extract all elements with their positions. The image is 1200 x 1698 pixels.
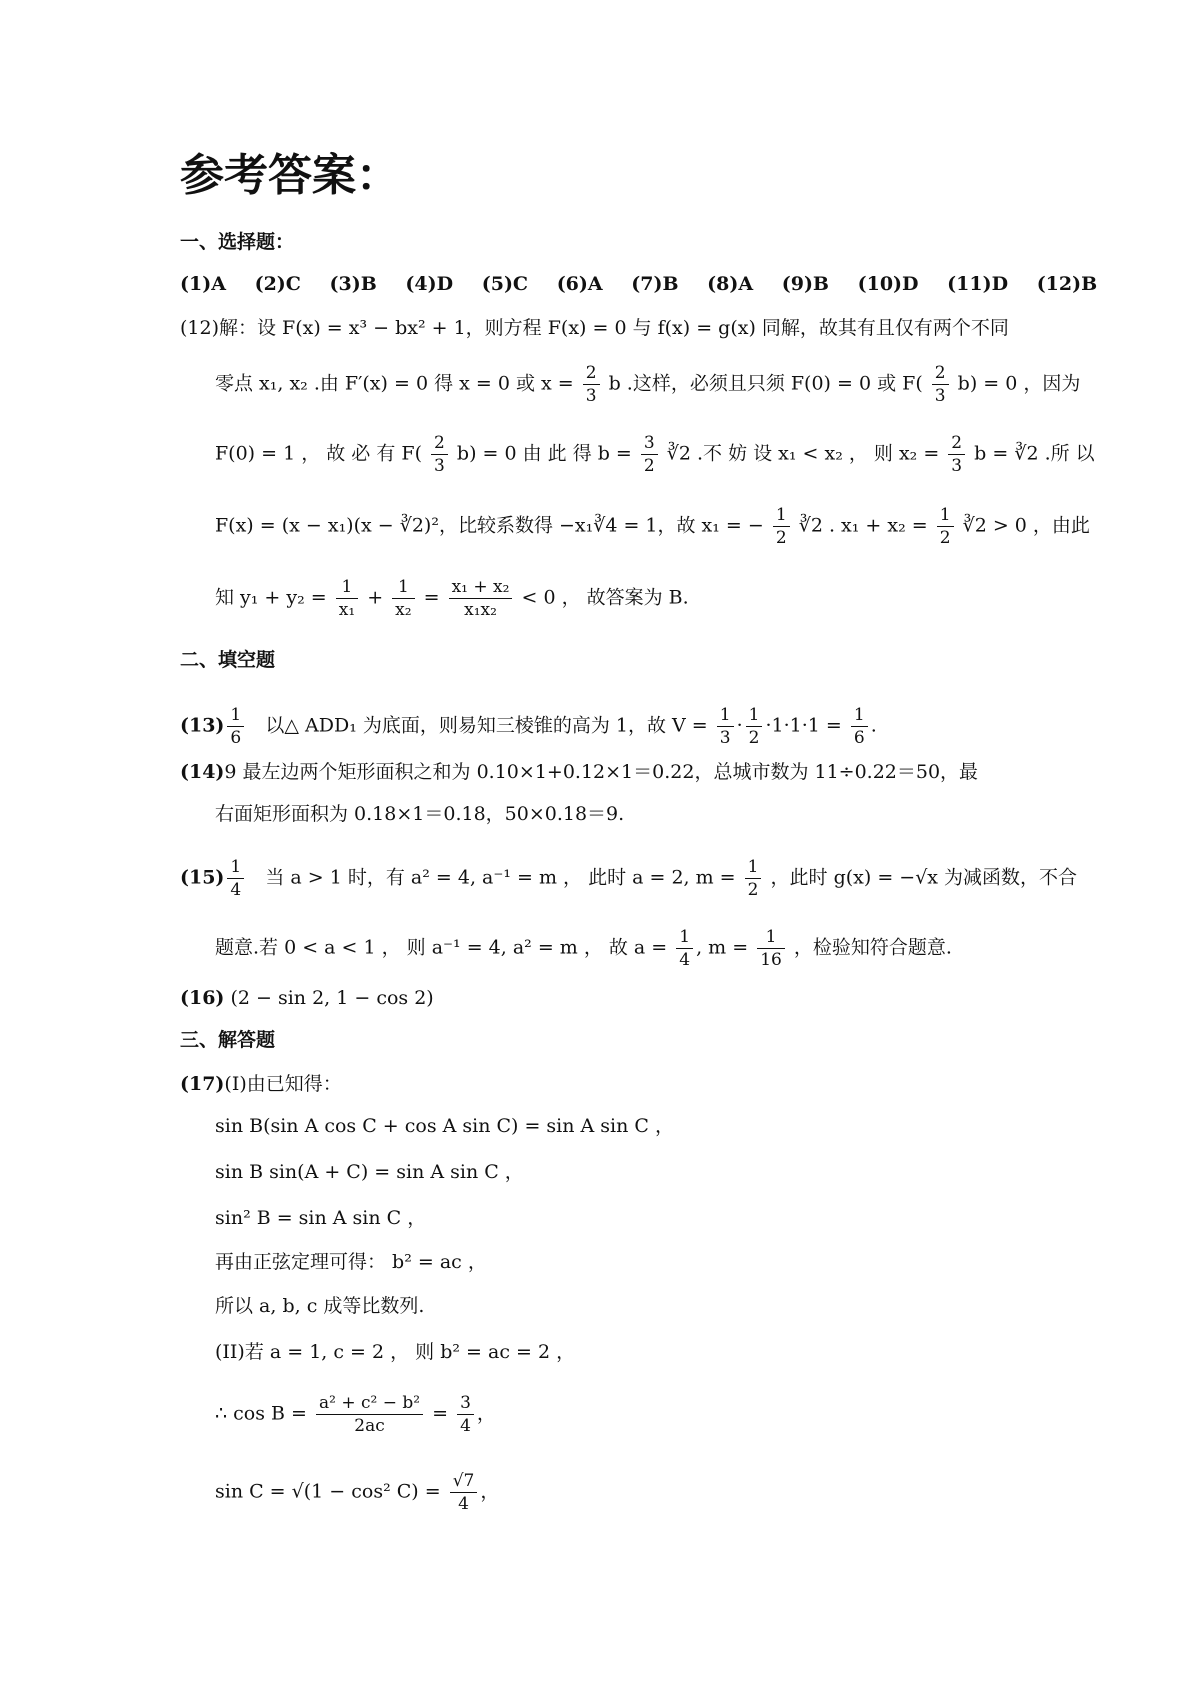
choice-answer: (10)D bbox=[857, 273, 919, 295]
fraction: $\frac{2}{3}$ bbox=[948, 432, 965, 477]
q17-eq-5: 所以 a, b, c 成等比数列. bbox=[215, 1295, 425, 1317]
fraction: $\frac{1}{3}$ bbox=[717, 704, 734, 749]
fraction: $\frac{√7}{4}$ bbox=[450, 1470, 478, 1515]
q12-line-1: (12)解：设 F(x) = x³ − bx² + 1，则方程 F(x) = 0 与 f(x) = g(x) 同解，故其有且仅有两个不同 bbox=[180, 317, 1009, 339]
fraction: $\frac{\text{a² + c² − b²}}{2ac}$ bbox=[316, 1392, 423, 1437]
q14-line-2: 右面矩形面积为 0.18×1＝0.18，50×0.18＝9. bbox=[215, 803, 625, 825]
q13-line: (13) $\frac{1}{6}$ 以△ ADD₁ 为底面，则易知三棱锥的高为 1，故 V = $\frac{1}{3}$ · $\frac{1}{2}$ ·1·1·1 = $\frac{1}{6}$ . bbox=[180, 705, 877, 748]
choice-answer: (3)B bbox=[329, 273, 377, 295]
q17-eq-8: sin C = √(1 − cos² C) = $\frac{√7}{4}$ ， bbox=[215, 1471, 500, 1514]
q16-line: (16) (2 − sin 2, 1 − cos 2) bbox=[180, 987, 434, 1009]
q17-eq-4: 再由正弦定理可得： b² = ac ， bbox=[215, 1251, 487, 1273]
q12-line-4: F(x) = (x − x₁)(x − ∛2)²，比较系数得 −x₁∛4 = 1，故 x₁ = − $\frac{1}{2}$ ∛2 . x₁ + x₂ = $\frac{1}{2}$ ∛2 > 0 ，由此 bbox=[215, 505, 1090, 548]
choice-answers bbox=[180, 272, 1119, 296]
section-fill-heading: 二、填空题 bbox=[180, 649, 276, 671]
choice-answer: (11)D bbox=[947, 273, 1009, 295]
fraction: $\frac{1}{4}$ bbox=[227, 856, 244, 901]
page-title: 参考答案： bbox=[180, 150, 400, 201]
choice-answer: (9)B bbox=[781, 273, 829, 295]
q14-line-1: (14)9 最左边两个矩形面积之和为 0.10×1+0.12×1＝0.22，总城市数为 11÷0.22＝50，最 bbox=[180, 761, 979, 783]
choice-answer: (4)D bbox=[405, 273, 454, 295]
q12-line-2: 零点 x₁, x₂ .由 F′(x) = 0 得 x = 0 或 x = $\frac{2}{3}$ b .这样，必须且只须 F(0) = 0 或 F( $\frac{2}{3}$ b) = 0 ，因为 bbox=[215, 363, 1081, 406]
choice-answer: (6)A bbox=[556, 273, 603, 295]
fraction: $\frac{1}{6}$ bbox=[851, 704, 868, 749]
fraction: $\frac{1}{4}$ bbox=[676, 926, 693, 971]
fraction: $\frac{1}{2}$ bbox=[746, 704, 763, 749]
q17-intro: (17)(I)由已知得： bbox=[180, 1073, 342, 1095]
fraction: $\frac{2}{3}$ bbox=[431, 432, 448, 477]
q17-eq-7: ∴ cos B = $\frac{\text{a² + c² − b²}}{2ac}$ = $\frac{3}{4}$ ， bbox=[215, 1393, 496, 1436]
fraction: $\frac{1}{2}$ bbox=[745, 856, 762, 901]
q12-line-3: F(0) = 1 ， 故 必 有 F( $\frac{2}{3}$ b) = 0 由 此 得 b = $\frac{3}{2}$ ∛2 .不 妨 设 x₁ < x₂ ， 则 x₂ = $\frac{2}{3}$ b = ∛2 .所 以 bbox=[215, 433, 1095, 476]
fraction: $\frac{1}{2}$ bbox=[937, 504, 954, 549]
section-choice-heading: 一、选择题： bbox=[180, 231, 295, 253]
q15-line-1: (15) $\frac{1}{4}$ 当 a > 1 时，有 a² = 4, a⁻¹ = m ， 此时 a = 2, m = $\frac{1}{2}$ ，此时 g(x) = −√x 为减函数，不合 bbox=[180, 857, 1078, 900]
choice-answer: (1)A bbox=[180, 273, 226, 295]
fraction: $\frac{1}{16}$ bbox=[757, 926, 785, 971]
q12-line-5: 知 y₁ + y₂ = $\frac{1}{\text{x₁}}$ + $\frac{1}{\text{x₂}}$ = $\frac{\text{x₁ + x₂}}{\text{x₁x₂}}$ < 0 ， 故答案为 B. bbox=[215, 577, 689, 620]
section-solve-heading: 三、解答题 bbox=[180, 1029, 276, 1051]
fraction: $\frac{3}{4}$ bbox=[457, 1392, 474, 1437]
fraction: $\frac{2}{3}$ bbox=[583, 362, 600, 407]
choice-answer: (12)B bbox=[1036, 273, 1098, 295]
choice-answer: (8)A bbox=[707, 273, 754, 295]
fraction: $\frac{3}{2}$ bbox=[641, 432, 658, 477]
fraction: $\frac{1}{2}$ bbox=[773, 504, 790, 549]
q17-eq-1: sin B(sin A cos C + cos A sin C) = sin A sin C ， bbox=[215, 1115, 674, 1137]
q17-eq-2: sin B sin(A + C) = sin A sin C ， bbox=[215, 1161, 524, 1183]
fraction: $\frac{1}{\text{x₁}}$ bbox=[336, 576, 358, 621]
choice-answer: (2)C bbox=[254, 273, 301, 295]
q17-eq-6: (II)若 a = 1, c = 2 ， 则 b² = ac = 2 ， bbox=[215, 1341, 576, 1363]
fraction: $\frac{\text{x₁ + x₂}}{\text{x₁x₂}}$ bbox=[449, 576, 513, 621]
choice-answer: (7)B bbox=[631, 273, 679, 295]
q15-line-2: 题意.若 0 < a < 1 ， 则 a⁻¹ = 4, a² = m ， 故 a = $\frac{1}{4}$ , m = $\frac{1}{16}$ ，检验知符合题意. bbox=[215, 927, 952, 970]
choice-answer: (5)C bbox=[481, 273, 529, 295]
fraction: $\frac{1}{6}$ bbox=[227, 704, 244, 749]
fraction: $\frac{2}{3}$ bbox=[932, 362, 949, 407]
q17-eq-3: sin² B = sin A sin C ， bbox=[215, 1207, 427, 1229]
fraction: $\frac{1}{\text{x₂}}$ bbox=[392, 576, 414, 621]
